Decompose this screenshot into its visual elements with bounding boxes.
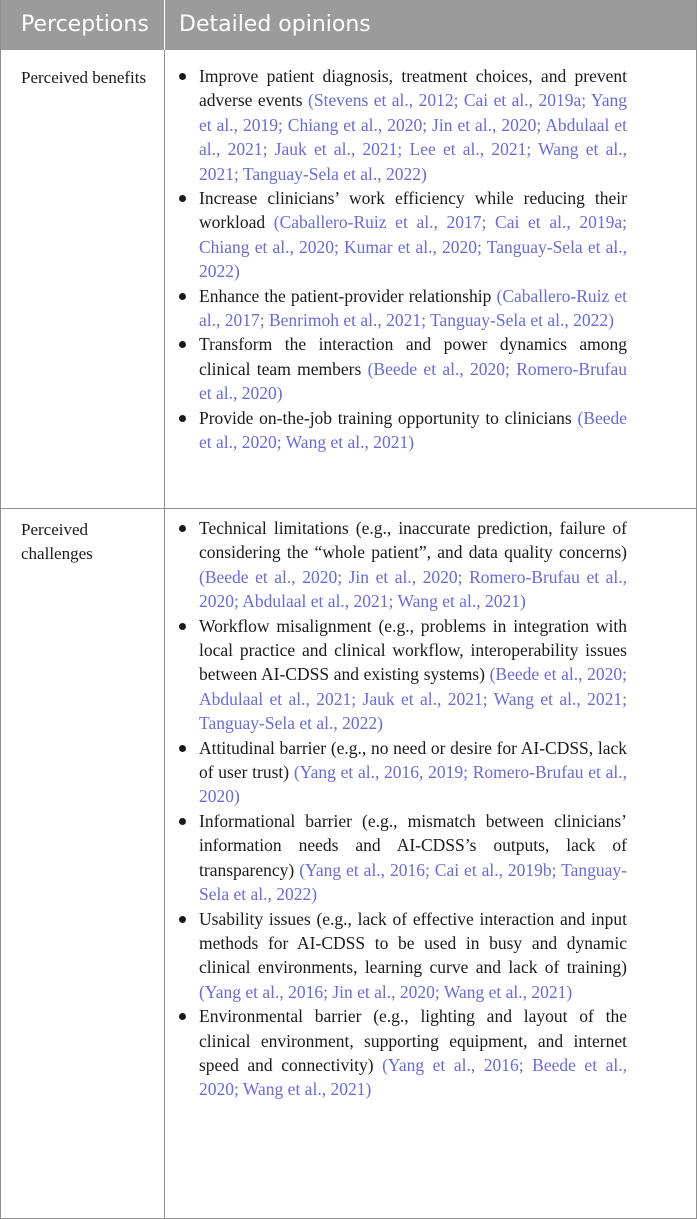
category-perceived-challenges: Perceived challenges [21, 520, 93, 563]
item-text: Environmental barrier (e.g., lighting and layout of the clinical environment, supporting equipment, and internet speed and connectivity) [199, 1006, 627, 1075]
benefits-list [177, 64, 627, 455]
row-divider [1, 508, 696, 509]
list-item [177, 64, 627, 186]
citation-links[interactable]: (Yang et al., 2016, 2019; Romero-Brufau et al., 2020) [199, 762, 627, 807]
list-item [177, 907, 627, 1005]
citation-links[interactable]: (Caballero-Ruiz et al., 2017; Cai et al., 2019a; Chiang et al., 2020; Kumar et al., 2020; Tanguay-Sela et al., 2022) [199, 212, 628, 282]
citation-links[interactable]: (Beede et al., 2020; Jin et al., 2020; Romero-Brufau et al., 2020; Abdulaal et al., 2021; Wang et al., 2021) [199, 566, 627, 612]
list-item [177, 736, 627, 809]
item-text: Usability issues (e.g., lack of effective interaction and input methods for AI-CDSS to be used in busy and dynamic clinical environments, learning curve and lack of training) [199, 908, 627, 978]
column-divider [164, 50, 165, 1218]
item-text: Increase clinicians’ work efficiency while reducing their workload [199, 188, 627, 233]
item-text: Attitudinal barrier (e.g., no need or desire for AI-CDSS, lack of user trust) [199, 737, 627, 783]
list-item [177, 332, 627, 405]
item-text: Transform the interaction and power dynamics among clinical team members [199, 334, 627, 379]
citation-links[interactable]: (Beede et al., 2020; Romero-Brufau et al., 2020) [199, 358, 628, 404]
item-text: Provide on-the-job training opportunity to clinicians [199, 407, 572, 428]
header-divider [164, 0, 165, 50]
header-perceptions: Perceptions [21, 12, 149, 37]
citation-links[interactable]: (Yang et al., 2016; Cai et al., 2019b; Tanguay-Sela et al., 2022) [199, 859, 628, 905]
header-detailed-opinions: Detailed opinions [179, 12, 371, 37]
citation-links[interactable]: (Yang et al., 2016; Jin et al., 2020; Wang et al., 2021) [199, 981, 573, 1002]
item-text: Technical limitations (e.g., inaccurate prediction, failure of considering the “whole patient”, and data quality concerns) [199, 518, 627, 563]
list-item [177, 284, 627, 333]
item-text: Informational barrier (e.g., mismatch between clinicians’ information needs and AI-CDSS’s outputs, lack of transparency) [199, 810, 627, 880]
citation-links[interactable]: (Stevens et al., 2012; Cai et al., 2019a; Yang et al., 2019; Chiang et al., 2020; Jin et al., 2020; Abdulaal et al., 2021; Jauk et al., 2021; Lee et al., 2021; Wang et al., 2021; Tanguay-Sela et al., 2022) [199, 90, 627, 184]
list-item [177, 614, 627, 736]
item-text: Enhance the patient-provider relationship [199, 285, 492, 306]
item-text: Improve patient diagnosis, treatment choices, and prevent adverse events [199, 66, 627, 111]
citation-links[interactable]: (Beede et al., 2020; Abdulaal et al., 2021; Jauk et al., 2021; Wang et al., 2021; Tanguay-Sela et al., 2022) [199, 664, 627, 734]
challenges-list [177, 516, 627, 1102]
category-perceived-benefits: Perceived benefits [21, 68, 147, 87]
list-item [177, 809, 627, 907]
citation-links[interactable]: (Caballero-Ruiz et al., 2017; Benrimoh et al., 2021; Tanguay-Sela et al., 2022) [199, 285, 628, 331]
list-item [177, 516, 627, 614]
list-item [177, 406, 627, 455]
table-header [1, 0, 696, 50]
citation-links[interactable]: (Beede et al., 2020; Wang et al., 2021) [199, 407, 628, 453]
list-item [177, 1004, 627, 1102]
citation-links[interactable]: (Yang et al., 2016; Beede et al., 2020; Wang et al., 2021) [199, 1054, 627, 1100]
list-item [177, 186, 627, 284]
item-text: Workflow misalignment (e.g., problems in integration with local practice and clinical workflow, interoperability issues between AI-CDSS and existing systems) [199, 615, 627, 685]
